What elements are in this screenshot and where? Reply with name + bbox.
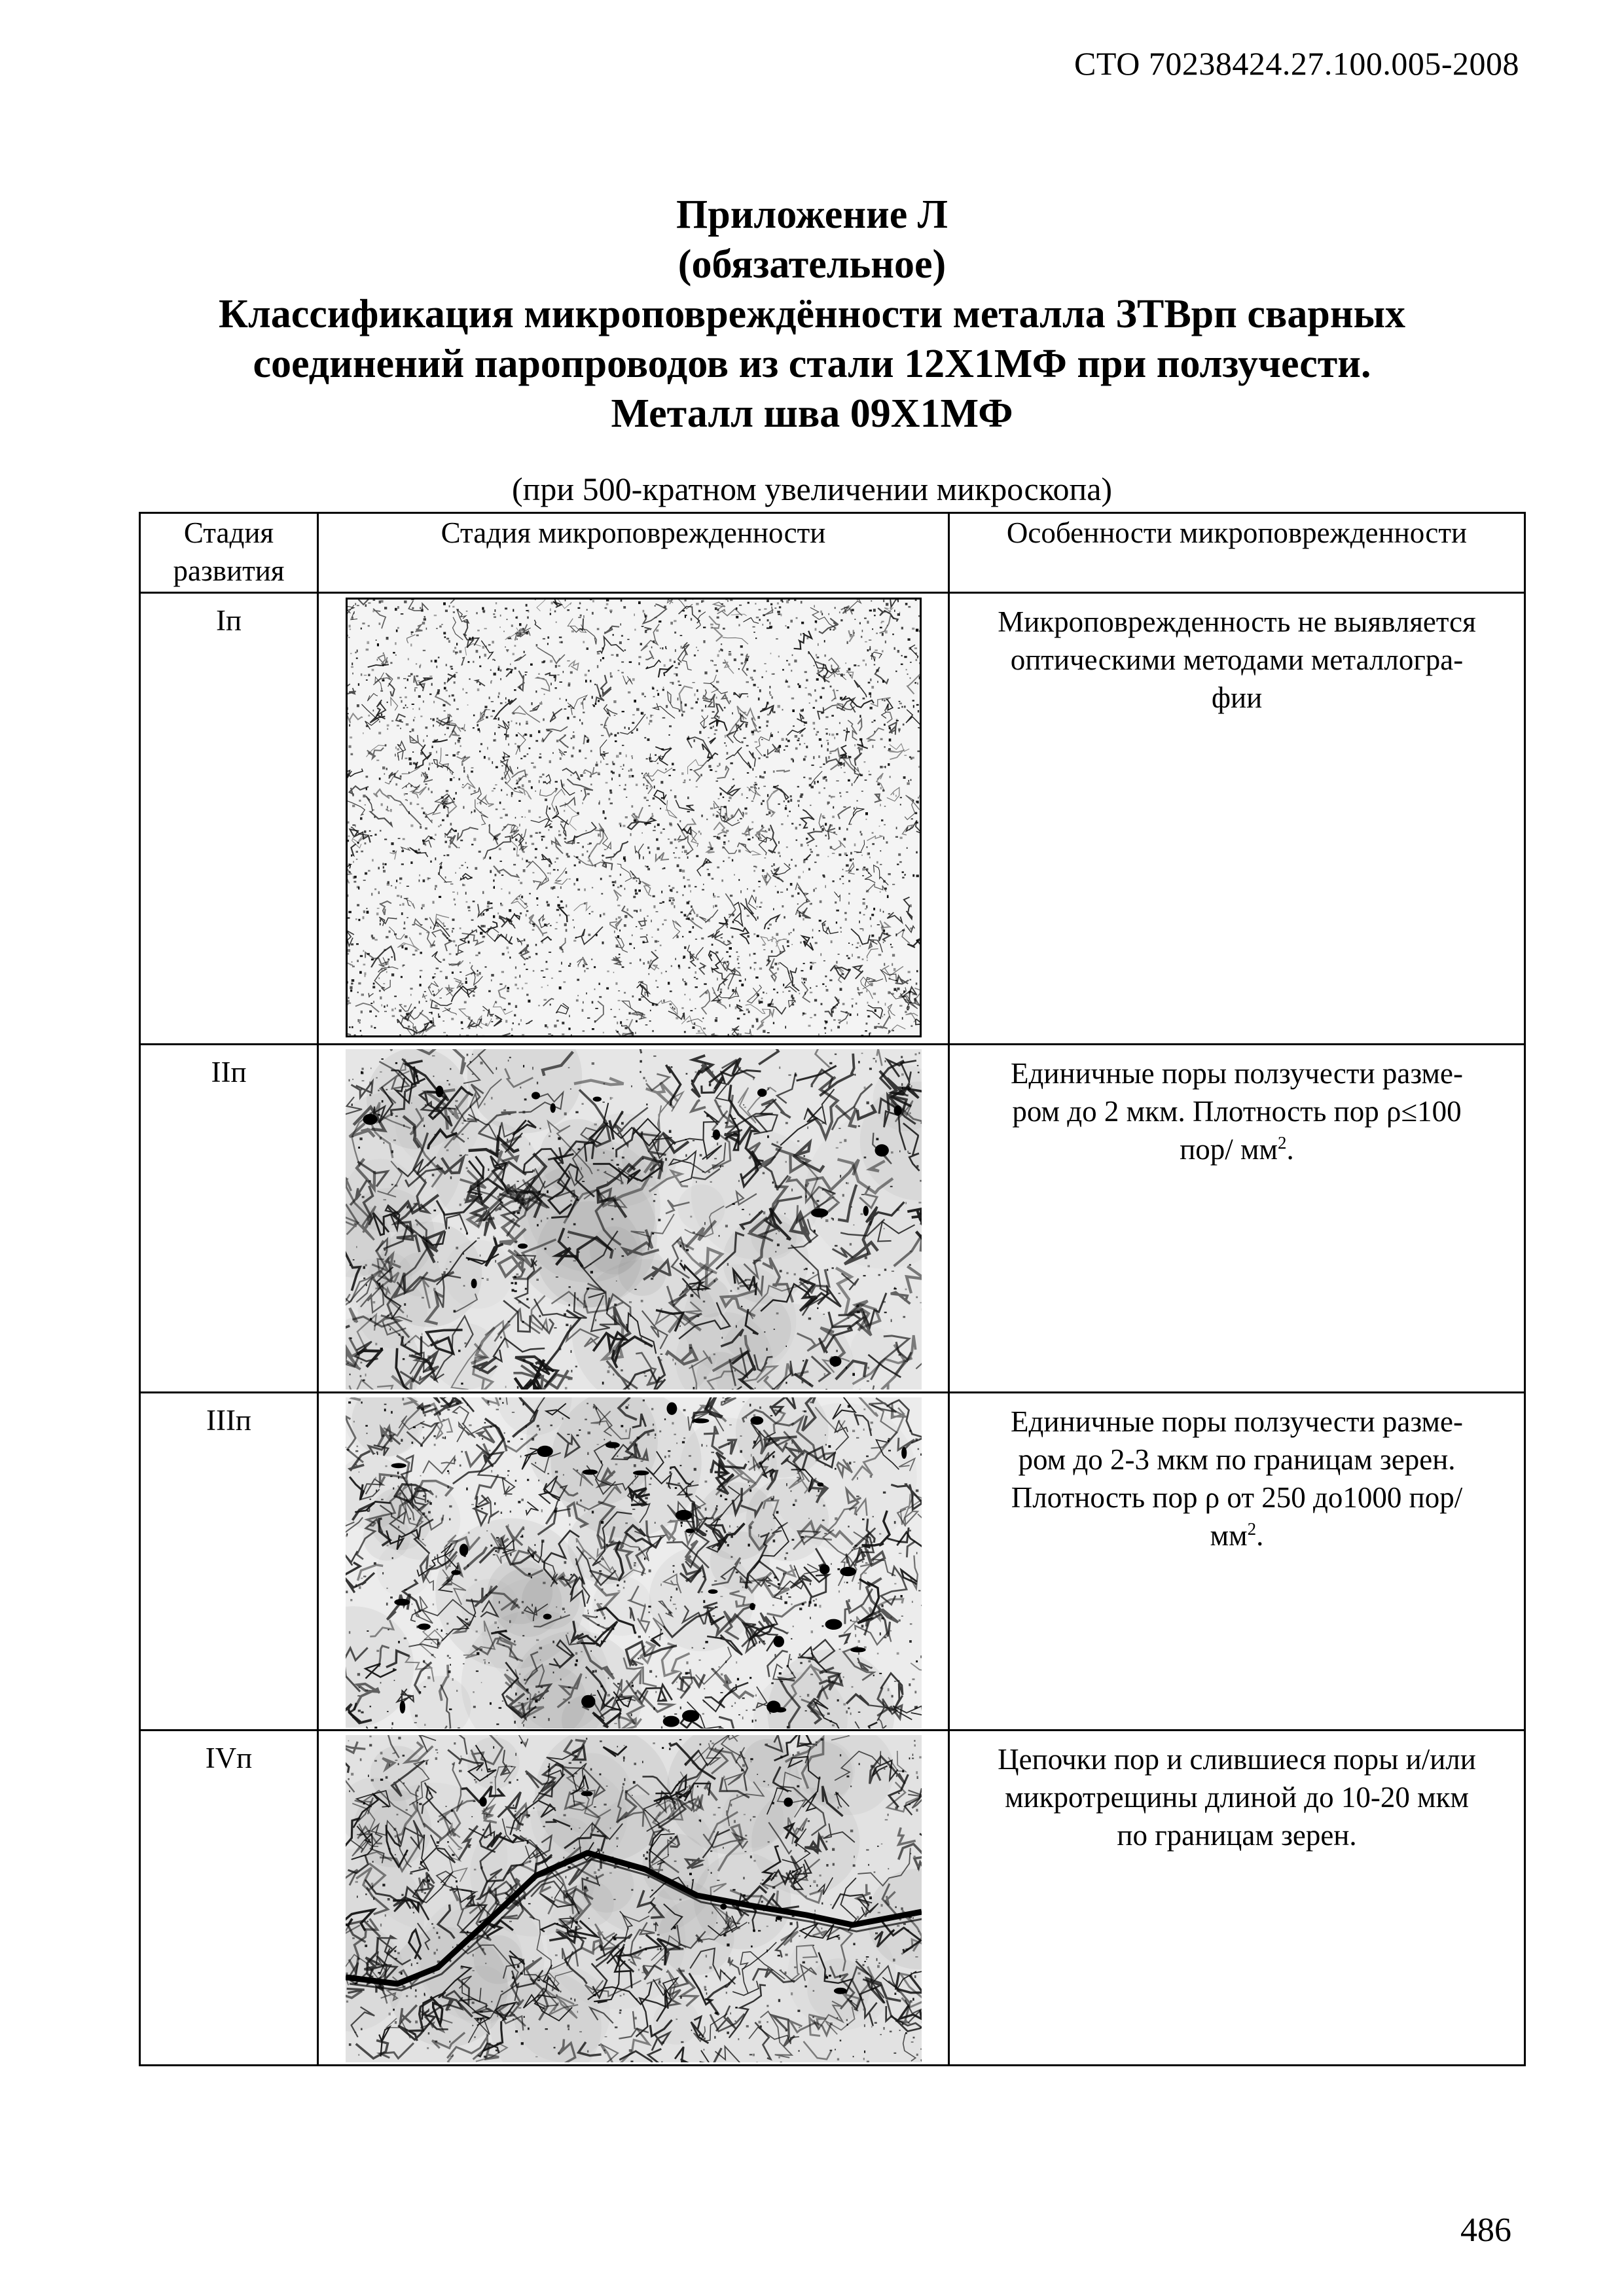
stage-label: IVп: [140, 1731, 318, 2066]
page-number: 486: [1460, 2212, 1511, 2249]
unit-exponent: 2: [1247, 1519, 1257, 1539]
header-damage-stage: Стадия микроповрежденности: [318, 513, 949, 593]
micrograph-image: [346, 1397, 922, 1729]
unit-text: пор/ мм: [1180, 1133, 1278, 1166]
damage-description: [949, 1045, 1525, 1393]
description-line: по границам зерен.: [1117, 1819, 1357, 1852]
description-line: микротрещины длиной до 10-20 мкм: [1005, 1781, 1469, 1814]
micrograph-stage-3: [346, 1397, 922, 1729]
table-row: [140, 593, 1525, 1045]
micrograph-stage-1: [346, 598, 922, 1037]
appendix-heading: [0, 190, 1624, 439]
unit-text: мм: [1210, 1519, 1248, 1552]
classification-title-line-1: Классификация микроповреждённости металла ЗТВрп сварных: [218, 292, 1405, 336]
unit-exponent: 2: [1278, 1133, 1287, 1153]
header-stage-line-2: развития: [173, 554, 285, 587]
table-row: [140, 1045, 1525, 1393]
classification-title-line-2: соединений паропроводов из стали 12Х1МФ при ползучести.: [253, 342, 1371, 386]
damage-description: [949, 1731, 1525, 2066]
description-line: ром до 2 мкм. Плотность пор ρ≤100: [1012, 1095, 1462, 1128]
damage-classification-table: [139, 512, 1526, 2066]
table-row: [140, 1731, 1525, 2066]
period: .: [1256, 1519, 1264, 1552]
description-line: ром до 2-3 мкм по границам зерен.: [1018, 1443, 1456, 1476]
description-line: оптическими методами металлогра-: [1010, 643, 1464, 676]
damage-description: [949, 593, 1525, 1045]
micrograph-image: [346, 598, 922, 1037]
micrograph-stage-4: [346, 1735, 922, 2062]
micrograph-cell: [318, 1393, 949, 1731]
description-line: Плотность пор ρ от 250 до1000 пор/: [1011, 1481, 1463, 1514]
stage-label: IIIп: [140, 1393, 318, 1731]
damage-description: [949, 1393, 1525, 1731]
description-line: фии: [1211, 681, 1263, 714]
description-line: Цепочки пор и слившиеся поры и/или: [998, 1743, 1476, 1776]
micrograph-stage-2: [346, 1049, 922, 1390]
appendix-title: Приложение Л: [676, 192, 948, 237]
micrograph-image: [346, 1735, 922, 2062]
document-code: СТО 70238424.27.100.005-2008: [1074, 45, 1519, 82]
stage-label: IIп: [140, 1045, 318, 1393]
header-stage: [140, 513, 318, 593]
header-damage-features: Особенности микроповрежденности: [949, 513, 1525, 593]
description-line: [962, 1516, 1512, 1554]
micrograph-cell: [318, 1731, 949, 2066]
stage-label: Iп: [140, 593, 318, 1045]
description-line: Единичные поры ползучести разме-: [1011, 1057, 1463, 1090]
description-line: Микроповрежденность не выявляется: [998, 605, 1476, 638]
appendix-status: (обязательное): [677, 242, 947, 287]
magnification-caption: (при 500-кратном увеличении микроскопа): [511, 471, 1113, 507]
description-line: Единичные поры ползучести разме-: [1011, 1405, 1463, 1438]
description-line: [962, 1130, 1512, 1168]
table-header-row: [140, 513, 1525, 593]
header-stage-line-1: Стадия: [183, 516, 274, 549]
micrograph-cell: [318, 1045, 949, 1393]
classification-title-line-3: Металл шва 09Х1МФ: [611, 391, 1013, 436]
period: .: [1286, 1133, 1294, 1166]
micrograph-cell: [318, 593, 949, 1045]
micrograph-image: [346, 1049, 922, 1390]
table-row: [140, 1393, 1525, 1731]
